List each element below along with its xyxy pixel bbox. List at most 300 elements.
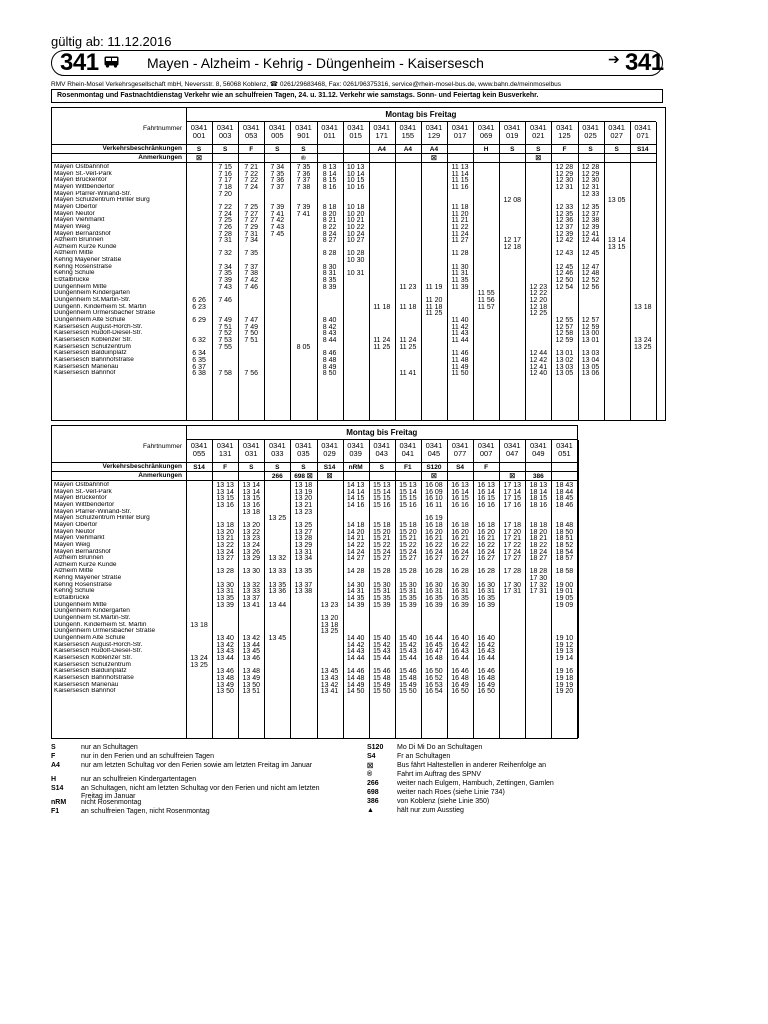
trip-number: 0341 007: [477, 441, 495, 458]
departure-time: 16 20: [451, 528, 469, 536]
departure-time: 13 24: [190, 654, 208, 662]
stop-name: Mayen Obertor: [54, 521, 98, 528]
departure-time: 16 35: [477, 595, 495, 603]
departure-time: 16 48: [451, 674, 469, 682]
departure-time: 6 23: [192, 303, 206, 311]
departure-time: 16 14: [477, 488, 495, 496]
departure-time: 12 58: [555, 330, 574, 338]
departure-time: 11 20: [425, 297, 443, 304]
departure-time: 7 39: [296, 203, 311, 211]
departure-time: 19 16: [555, 668, 574, 676]
departure-time: 7 15: [218, 164, 232, 171]
departure-time: 13 00: [581, 330, 600, 338]
trip-number: 0341 027: [608, 123, 625, 140]
departure-time: 7 28: [218, 230, 232, 238]
departure-time: 15 18: [372, 521, 391, 529]
departure-time: 12 54: [555, 283, 574, 291]
departure-time: 8 15: [322, 177, 337, 185]
departure-time: 13 22: [242, 528, 260, 536]
trip-restriction: S: [301, 146, 306, 153]
departure-time: 13 33: [268, 568, 287, 576]
stop-name: Düngenheim Alte Schule: [54, 316, 126, 323]
departure-time: 14 14: [346, 488, 365, 496]
departure-time: 11 27: [451, 237, 469, 245]
departure-time: 13 45: [268, 634, 287, 642]
departure-time: 16 30: [451, 581, 469, 589]
departure-time: 13 32: [268, 555, 287, 563]
timetable-1: [51, 107, 666, 421]
departure-time: 7 31: [218, 237, 232, 245]
departure-time: 18 52: [555, 541, 574, 549]
departure-time: 11 35: [451, 277, 469, 285]
departure-time: 13 15: [216, 495, 234, 503]
stop-name: Kaisersesch August-Horch-Str.: [54, 323, 143, 330]
legend-value: nur in den Ferien und an schulfreien Tagen: [81, 753, 214, 760]
departure-time: 13 14: [242, 482, 260, 489]
departure-time: 12 35: [555, 210, 574, 218]
departure-time: 12 25: [529, 310, 548, 318]
departure-time: 7 35: [296, 164, 311, 171]
stop-name: Kaisersesch Bahnhofstraße: [54, 674, 134, 681]
departure-time: 19 19: [555, 681, 574, 689]
stop-name: Düngenh. Kinderheim St. Martin: [54, 303, 147, 310]
departure-time: 16 42: [451, 641, 469, 649]
departure-time: 16 40: [477, 634, 495, 642]
departure-time: 10 24: [346, 230, 365, 238]
departure-time: 16 13: [451, 482, 469, 489]
stop-name: Alzheim Mitte: [54, 250, 94, 257]
departure-time: 18 48: [555, 521, 574, 529]
departure-time: 16 52: [425, 674, 443, 682]
departure-time: 15 28: [372, 568, 391, 576]
departure-time: 12 31: [581, 183, 600, 191]
trip-restriction: F1: [404, 464, 412, 471]
stop-name: Mayen Brückentor: [54, 177, 107, 184]
stop-name: Mayen Pfarrer-Winand-Str.: [54, 190, 132, 197]
departure-time: 7 51: [244, 336, 259, 344]
departure-time: 12 42: [555, 237, 574, 245]
departure-time: 13 33: [242, 588, 260, 596]
notes-label: Anmerkungen: [138, 472, 182, 479]
line-number: 341: [60, 49, 99, 76]
departure-time: 13 20: [294, 495, 313, 503]
departure-time: 13 03: [581, 350, 600, 358]
departure-time: 16 45: [425, 641, 443, 649]
departure-time: 13 25: [320, 628, 339, 636]
departure-time: 8 28: [322, 250, 337, 258]
departure-time: 8 48: [322, 356, 337, 364]
departure-time: 15 13: [372, 482, 391, 489]
departure-time: 11 22: [451, 223, 469, 231]
departure-time: 16 44: [477, 654, 495, 662]
departure-time: 18 20: [529, 528, 548, 536]
stop-name: Düngenheim Alte Schule: [54, 634, 126, 641]
legend-key: S4: [367, 753, 376, 760]
bus-icon: [104, 56, 119, 68]
departure-time: 13 25: [294, 521, 313, 529]
departure-time: 15 39: [399, 601, 417, 609]
departure-time: 15 31: [372, 588, 391, 596]
stop-name: Kehrig Mayener Straße: [54, 575, 122, 582]
departure-time: 13 41: [320, 688, 339, 696]
departure-time: 16 09: [425, 488, 443, 496]
departure-time: 19 20: [555, 688, 574, 696]
departure-time: 15 39: [372, 601, 391, 609]
departure-time: 15 43: [372, 648, 391, 656]
stop-name: Alzheim Mitte: [54, 568, 94, 575]
departure-time: 11 18: [399, 303, 417, 311]
departure-time: 11 49: [451, 363, 469, 371]
departure-time: 13 19: [294, 488, 313, 496]
trip-restriction: S: [379, 464, 384, 471]
departure-time: 14 24: [346, 548, 365, 556]
departure-time: 18 57: [555, 555, 574, 563]
departure-time: 8 46: [322, 350, 337, 358]
departure-time: 10 20: [346, 210, 365, 218]
stop-name: Mayen Weig: [54, 223, 91, 230]
departure-time: 13 18: [216, 521, 234, 529]
departure-time: 13 42: [242, 634, 260, 642]
departure-time: 13 26: [242, 548, 260, 556]
departure-time: 14 40: [346, 634, 365, 642]
departure-time: 8 49: [322, 363, 337, 371]
departure-time: 11 24: [451, 230, 469, 238]
departure-time: 16 49: [477, 681, 495, 689]
stop-name: Düngenheim St.Martin-Str.: [54, 615, 131, 621]
departure-time: 15 18: [399, 521, 417, 529]
departure-time: 16 39: [477, 601, 495, 609]
departure-time: 15 21: [399, 535, 417, 543]
stop-name: Kaisersesch August-Horch-Str.: [54, 641, 143, 648]
departure-time: 10 15: [346, 177, 365, 185]
departure-time: 12 28: [581, 164, 600, 171]
departure-time: 18 45: [555, 495, 574, 503]
trip-note: ☒: [326, 473, 333, 480]
timetable-2: [51, 425, 578, 739]
departure-time: 13 15: [607, 243, 626, 251]
departure-time: 16 35: [451, 595, 469, 603]
departure-time: 7 36: [296, 170, 311, 178]
departure-time: 15 42: [399, 641, 417, 649]
notes-label: Anmerkungen: [138, 154, 182, 161]
trip-restriction: A4: [403, 146, 412, 153]
departure-time: 15 50: [399, 688, 417, 696]
trip-number: 0341 015: [347, 123, 364, 140]
trip-restriction: A4: [429, 146, 439, 153]
legend-key: nRM: [51, 799, 67, 806]
departure-time: 14 46: [346, 668, 365, 676]
stop-name: Düngenheim Kindergarten: [54, 290, 130, 297]
stop-name: Düngenheim Urmersbacher Straße: [54, 310, 156, 317]
legend-value: nur an Schultagen: [81, 744, 138, 751]
departure-time: 10 18: [346, 203, 365, 211]
departure-time: 16 42: [477, 641, 495, 649]
legend-key: H: [51, 776, 57, 783]
departure-time: 12 28: [555, 164, 574, 171]
departure-time: 12 08: [503, 197, 521, 205]
departure-time: 10 30: [346, 257, 365, 265]
departure-time: 12 29: [581, 170, 600, 178]
departure-time: 18 22: [529, 541, 548, 549]
operator-info: RMV Rhein-Mosel Verkehrsgesellschaft mbH, Neversstr. 8, 56068 Koblenz, ☎ 0261/29683468, Fax: 0261/96375316, service@rhein-mosel-bus.de, www.bahn.de/meinmoselbus: [51, 81, 562, 88]
departure-time: 14 43: [346, 648, 365, 656]
trip-restriction: S: [196, 146, 202, 153]
departure-time: 6 37: [192, 363, 206, 371]
stop-name: Mayen Pfarrer-Winand-Str.: [54, 508, 132, 515]
departure-time: 7 38: [244, 270, 259, 278]
departure-time: 7 31: [244, 230, 259, 238]
departure-time: 16 54: [425, 688, 443, 696]
departure-time: 13 24: [216, 548, 234, 556]
departure-time: 8 44: [322, 336, 337, 344]
departure-time: 13 02: [555, 356, 574, 364]
trip-note: 698 ☒: [294, 473, 313, 480]
departure-time: 13 21: [216, 535, 234, 543]
departure-time: 15 20: [399, 528, 417, 536]
departure-time: 11 23: [399, 283, 417, 291]
departure-time: 12 44: [581, 237, 600, 245]
stop-name: Alzheim Brunnen: [54, 237, 104, 244]
departure-time: 7 32: [218, 250, 232, 258]
trip-number: 0341 041: [399, 441, 417, 458]
departure-time: 10 27: [346, 237, 365, 245]
departure-time: 18 21: [529, 535, 548, 543]
departure-time: 13 29: [242, 555, 260, 563]
departure-time: 7 37: [270, 183, 285, 191]
departure-time: 7 26: [218, 223, 232, 231]
departure-time: 11 18: [373, 303, 391, 311]
departure-time: 12 22: [529, 290, 548, 298]
departure-time: 8 27: [322, 237, 337, 245]
trip-number: 0341 047: [503, 441, 521, 458]
trip-note: ☒: [196, 155, 202, 162]
departure-time: 12 39: [555, 230, 574, 238]
departure-time: 15 31: [399, 588, 417, 596]
trip-restriction: S: [614, 146, 619, 153]
stop-name: Kehrig Schule: [54, 270, 95, 277]
legend-key: ▲: [367, 807, 374, 814]
trip-number: 0341 035: [295, 441, 312, 458]
departure-time: 16 35: [425, 595, 443, 603]
departure-time: 11 21: [451, 217, 469, 225]
departure-time: 16 22: [425, 541, 443, 549]
departure-time: 14 35: [346, 595, 365, 603]
stop-name: Alzheim Kurze Kunde: [54, 243, 117, 250]
departure-time: 14 21: [346, 535, 365, 543]
departure-time: 19 18: [555, 674, 574, 682]
trip-restriction: H: [483, 146, 489, 153]
stop-name: Düngenheim St.Martin-Str.: [54, 297, 131, 303]
stop-name: Alzheim Brunnen: [54, 555, 104, 562]
departure-time: 13 01: [555, 350, 574, 358]
trip-note: 266: [271, 473, 283, 480]
departure-time: 16 18: [425, 521, 443, 529]
departure-time: 16 48: [425, 654, 443, 662]
departure-time: 13 46: [216, 668, 234, 676]
trip-number: 0341 129: [425, 123, 443, 140]
departure-time: 16 44: [451, 654, 469, 662]
departure-time: 16 30: [425, 581, 443, 589]
legend-value: weiter nach Eulgem, Hambuch, Zettingen, Gamlen: [397, 780, 554, 787]
departure-time: 16 53: [425, 681, 443, 689]
departure-time: 6 29: [192, 316, 206, 324]
departure-time: 13 20: [216, 528, 234, 536]
departure-time: 7 36: [270, 177, 285, 185]
departure-time: 15 44: [399, 654, 417, 662]
trip-number: 0341 043: [373, 441, 391, 458]
departure-time: 7 37: [244, 263, 259, 271]
departure-time: 15 24: [372, 548, 391, 556]
departure-time: 18 51: [555, 535, 574, 543]
departure-time: 15 46: [372, 668, 391, 676]
departure-time: 18 24: [529, 548, 548, 556]
departure-time: 7 49: [218, 316, 232, 324]
departure-time: 16 31: [451, 588, 469, 596]
departure-time: 7 38: [296, 183, 311, 191]
departure-time: 16 27: [477, 555, 495, 563]
departure-time: 17 18: [503, 521, 521, 529]
departure-time: 15 27: [399, 555, 417, 563]
departure-time: 12 48: [581, 270, 600, 278]
departure-time: 11 43: [451, 330, 469, 338]
departure-time: 16 10: [425, 495, 443, 503]
departure-time: 17 22: [503, 541, 521, 549]
legend-key: S14: [51, 785, 64, 792]
departure-time: 13 06: [581, 370, 600, 378]
departure-time: 15 16: [372, 501, 391, 509]
departure-time: 12 41: [581, 230, 600, 238]
valid-from: gültig ab: 11.12.2016: [51, 34, 172, 49]
stop-name: Kehrig Rosenstraße: [54, 581, 112, 588]
stop-name: Mayen Ostbahnhof: [54, 482, 109, 488]
stop-name: Kaisersesch Schulzentrum: [54, 343, 131, 350]
departure-time: 11 25: [399, 343, 417, 351]
departure-time: 19 01: [555, 588, 574, 596]
departure-time: 10 28: [346, 250, 365, 258]
departure-time: 11 30: [451, 263, 469, 271]
departure-time: 16 16: [451, 501, 469, 509]
departure-time: 13 31: [216, 588, 234, 596]
column-divider: [369, 122, 370, 420]
departure-time: 16 46: [451, 668, 469, 676]
departure-time: 13 21: [294, 501, 313, 509]
departure-time: 16 16: [477, 501, 495, 509]
departure-time: 7 25: [244, 203, 259, 211]
departure-time: 12 55: [555, 316, 574, 324]
departure-time: 7 55: [218, 343, 232, 351]
departure-time: 7 35: [244, 250, 259, 258]
departure-time: 7 24: [244, 183, 259, 191]
departure-time: 8 18: [322, 203, 337, 211]
departure-time: 10 16: [346, 183, 365, 191]
departure-time: 15 50: [372, 688, 391, 696]
departure-time: 11 19: [425, 283, 443, 291]
departure-time: 12 38: [581, 217, 600, 225]
departure-time: 11 55: [477, 290, 495, 298]
departure-time: 16 27: [451, 555, 469, 563]
departure-time: 16 31: [477, 588, 495, 596]
stop-name: Mayen Bernardshof: [54, 230, 111, 237]
departure-time: 11 24: [373, 336, 391, 344]
departure-time: 14 49: [346, 681, 365, 689]
departure-time: 18 27: [529, 555, 548, 563]
departure-time: 12 30: [555, 177, 574, 185]
trip-note: ☒: [509, 473, 516, 480]
trip-number: 0341 005: [269, 123, 286, 140]
departure-time: 13 03: [555, 363, 574, 371]
departure-time: 16 20: [425, 528, 443, 536]
trip-number: 0341 017: [451, 123, 469, 140]
departure-time: 7 22: [218, 203, 232, 211]
departure-time: 14 22: [346, 541, 365, 549]
departure-time: 12 23: [529, 283, 548, 291]
departure-time: 12 39: [581, 223, 600, 231]
departure-time: 12 37: [555, 223, 574, 231]
departure-time: 13 20: [320, 615, 339, 622]
trip-number: 0341 029: [321, 441, 338, 458]
departure-time: 13 23: [320, 601, 339, 609]
departure-time: 13 38: [294, 588, 313, 596]
trip-restriction: S: [510, 146, 515, 153]
departure-time: 13 31: [294, 548, 313, 556]
trip-restriction: S4: [456, 464, 465, 471]
departure-time: 7 46: [218, 297, 232, 304]
departure-time: 14 31: [346, 588, 365, 596]
departure-time: 13 43: [216, 648, 234, 656]
departure-time: 15 48: [399, 674, 417, 682]
departure-time: 11 13: [451, 164, 469, 171]
departure-time: 17 24: [503, 548, 521, 556]
departure-time: 13 01: [581, 336, 600, 344]
departure-time: 11 42: [451, 323, 469, 331]
stop-name: Kehrig Schule: [54, 588, 95, 595]
departure-time: 11 57: [477, 303, 495, 311]
departure-time: 13 22: [216, 541, 234, 549]
trip-restriction: S14: [323, 464, 336, 471]
departure-time: 14 16: [346, 501, 365, 509]
departure-time: 16 43: [451, 648, 469, 656]
departure-time: 16 28: [477, 568, 495, 576]
departure-time: 16 30: [477, 581, 495, 589]
departure-time: 13 20: [242, 521, 260, 529]
departure-time: 17 21: [503, 535, 521, 543]
departure-time: 11 20: [451, 210, 469, 218]
departure-time: 13 05: [581, 363, 600, 371]
departure-time: 17 27: [503, 555, 521, 563]
departure-time: 13 14: [242, 488, 260, 496]
departure-time: 15 44: [372, 654, 391, 662]
stop-name: Mayen Wittbendertor: [54, 183, 115, 190]
stop-name: Kaisersesch Bahnhofstraße: [54, 356, 134, 363]
departure-time: 7 29: [244, 223, 259, 231]
departure-time: 13 25: [268, 515, 287, 523]
departure-time: 14 50: [346, 688, 365, 696]
departure-time: 16 08: [425, 482, 443, 489]
departure-time: 13 37: [294, 581, 313, 589]
trip-restriction: S: [588, 146, 593, 153]
departure-time: 7 20: [218, 190, 232, 198]
departure-time: 15 48: [372, 674, 391, 682]
departure-time: 13 42: [216, 641, 234, 649]
departure-time: 12 17: [503, 237, 521, 245]
departure-time: 13 14: [216, 488, 234, 496]
departure-time: 6 32: [192, 336, 206, 344]
departure-time: 18 16: [529, 501, 548, 509]
departure-time: 13 18: [294, 482, 313, 489]
restrictions-label: Verkehrsbeschränkungen: [102, 145, 182, 152]
trip-number: 0341 125: [556, 123, 573, 140]
departure-time: 12 31: [555, 183, 574, 191]
